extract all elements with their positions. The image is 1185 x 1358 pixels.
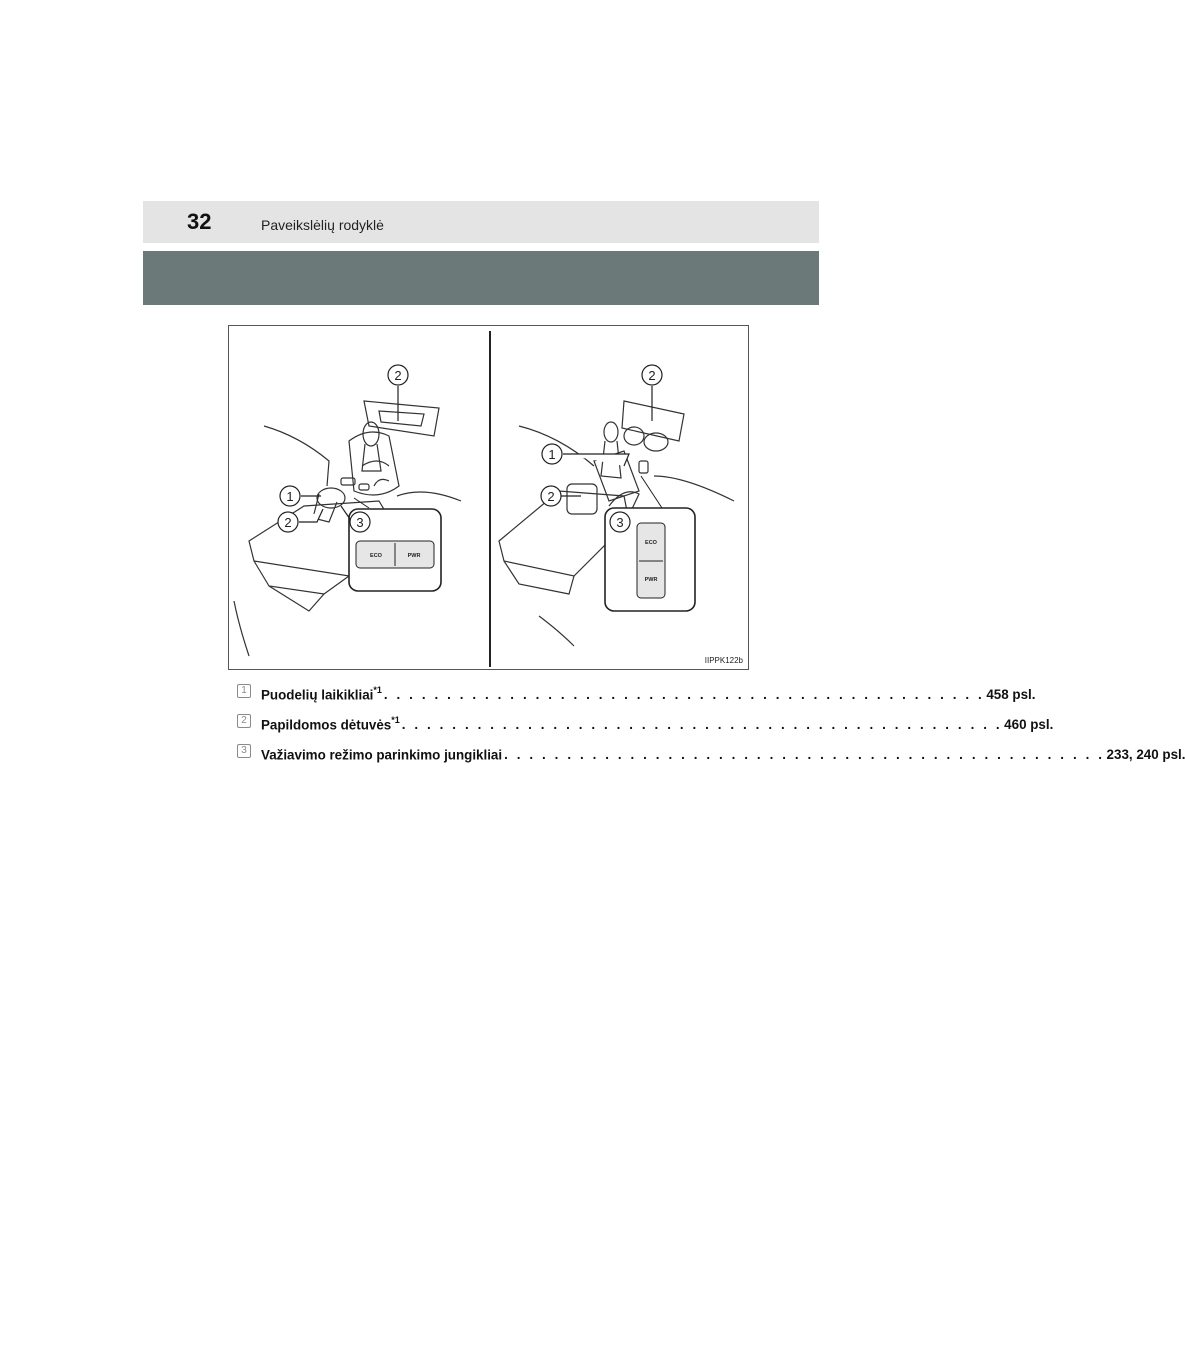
figure-code: IIPPK122b: [704, 656, 743, 665]
left-callout-1: 1: [286, 489, 294, 504]
right-callout-3: 3: [616, 515, 624, 530]
item-row: [261, 742, 1185, 764]
dot-leader: . . . . . . . . . . . . . . . . . . . . . . . . . . . . . . . . . . . . . . . . . . . . . . . .: [401, 717, 1003, 733]
left-callout-3: 3: [356, 515, 364, 530]
item-label: [261, 682, 382, 704]
console-drawing: [229, 326, 750, 671]
right-callout-numbers: [547, 368, 655, 530]
dot-leader: . . . . . . . . . . . . . . . . . . . . . . . . . . . . . . . . . . . . . . . . . . . . . . . .: [504, 747, 1105, 763]
section-title: Paveikslėlių rodyklė: [261, 217, 384, 233]
header-band: [143, 251, 819, 305]
left-callouts: [278, 365, 408, 532]
dot-leader: . . . . . . . . . . . . . . . . . . . . . . . . . . . . . . . . . . . . . . . . . . . . . . . .: [383, 687, 985, 703]
page-header: [143, 201, 819, 243]
item-label-text: Puodelių laikikliai: [261, 687, 374, 703]
left-callout-2-top: 2: [394, 368, 402, 383]
console-illustration: [228, 325, 749, 670]
left-callout-numbers: [284, 368, 401, 530]
item-label: [261, 742, 502, 764]
item-number: 2: [237, 714, 251, 728]
right-callout-2: 2: [547, 489, 555, 504]
left-callout-2: 2: [284, 515, 292, 530]
index-item-cup-holders: [237, 682, 1036, 707]
item-row: [261, 682, 1036, 704]
index-item-drive-mode-switches: [237, 742, 1185, 767]
item-footnote-mark: *1: [373, 685, 382, 695]
item-page-ref: 460 psl.: [1004, 717, 1054, 733]
right-callouts: [541, 365, 662, 532]
item-page-ref: 458 psl.: [986, 687, 1036, 703]
item-footnote-mark: *1: [391, 715, 400, 725]
page-number: 32: [187, 209, 212, 234]
item-number: 1: [237, 684, 251, 698]
item-page-ref: 233, 240 psl.: [1106, 747, 1185, 763]
item-label-text: Papildomos dėtuvės: [261, 717, 392, 733]
item-row: [261, 712, 1054, 734]
item-label: [261, 712, 400, 734]
index-item-auxiliary-boxes: [237, 712, 1054, 737]
item-number: 3: [237, 744, 251, 758]
right-callout-1: 1: [548, 447, 556, 462]
left-eco-label: ECO: [370, 553, 382, 559]
item-label-text: Važiavimo režimo parinkimo jungikliai: [261, 747, 503, 763]
right-callout-2-top: 2: [648, 368, 656, 383]
index-list: [237, 682, 1185, 772]
right-pwr-label: PWR: [644, 577, 658, 583]
right-eco-label: ECO: [645, 540, 657, 546]
left-pwr-label: PWR: [407, 553, 421, 559]
